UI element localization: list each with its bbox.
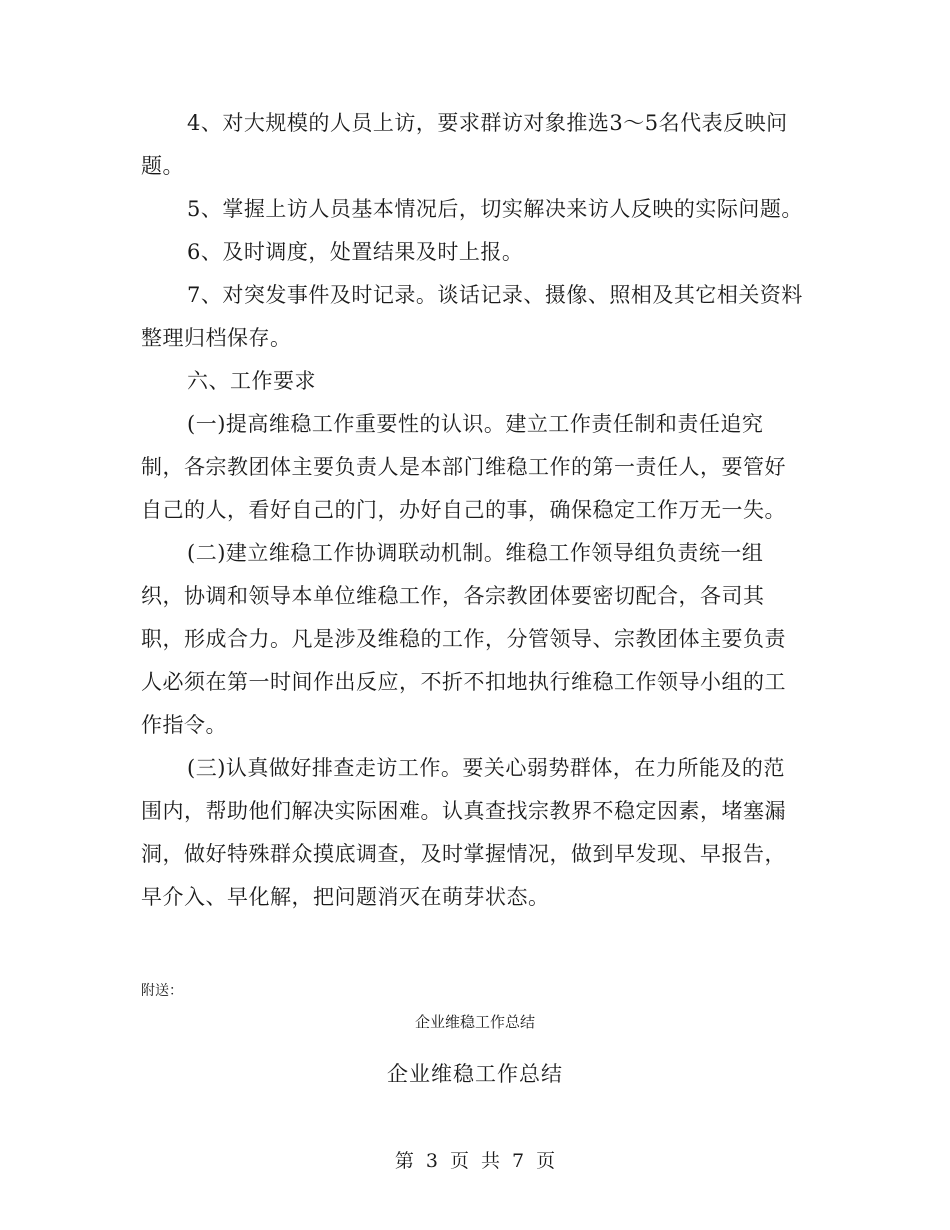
paragraph-line: 5、掌握上访人员基本情况后，切实解决来访人反映的实际问题。 (187, 197, 803, 221)
paragraph-line: 题。 (141, 154, 184, 178)
paragraph-line: 自己的人，看好自己的门，办好自己的事，确保稳定工作万无一失。 (141, 498, 786, 522)
paragraph-line: (二)建立维稳工作协调联动机制。维稳工作领导组负责统一组 (187, 541, 764, 565)
paragraph-line: 织，协调和领导本单位维稳工作，各宗教团体要密切配合，各司其 (141, 584, 765, 608)
paragraph-line: 4、对大规模的人员上访，要求群访对象推选3～5名代表反映问 (187, 111, 788, 135)
document-title: 企业维稳工作总结 (387, 1062, 563, 1086)
paragraph-line: 职，形成合力。凡是涉及维稳的工作，分管领导、宗教团体主要负责 (141, 627, 786, 651)
paragraph-line: 作指令。 (141, 713, 227, 737)
paragraph-line: (三)认真做好排查走访工作。要关心弱势群体，在力所能及的范 (187, 756, 785, 780)
paragraph-line: (一)提高维稳工作重要性的认识。建立工作责任制和责任追究 (187, 412, 764, 436)
section-heading: 六、工作要求 (187, 369, 316, 393)
paragraph-line: 早介入、早化解，把问题消灭在萌芽状态。 (141, 885, 550, 909)
attachment-small-title: 企业维稳工作总结 (414, 1013, 535, 1031)
paragraph-line: 人必须在第一时间作出反应，不折不扣地执行维稳工作领导小组的工 (141, 670, 786, 694)
paragraph-line: 围内，帮助他们解决实际困难。认真查找宗教界不稳定因素，堵塞漏 (141, 799, 786, 823)
paragraph-line: 洞，做好特殊群众摸底调查，及时掌握情况，做到早发现、早报告， (141, 842, 786, 866)
paragraph-line: 7、对突发事件及时记录。谈话记录、摄像、照相及其它相关资料 (187, 283, 803, 307)
paragraph-line: 6、及时调度，处置结果及时上报。 (187, 240, 524, 264)
page-footer: 第 3 页 共 7 页 (394, 1150, 556, 1172)
attachment-label: 附送： (141, 983, 183, 999)
paragraph-line: 制，各宗教团体主要负责人是本部门维稳工作的第一责任人，要管好 (141, 455, 786, 479)
paragraph-line: 整理归档保存。 (141, 326, 292, 350)
